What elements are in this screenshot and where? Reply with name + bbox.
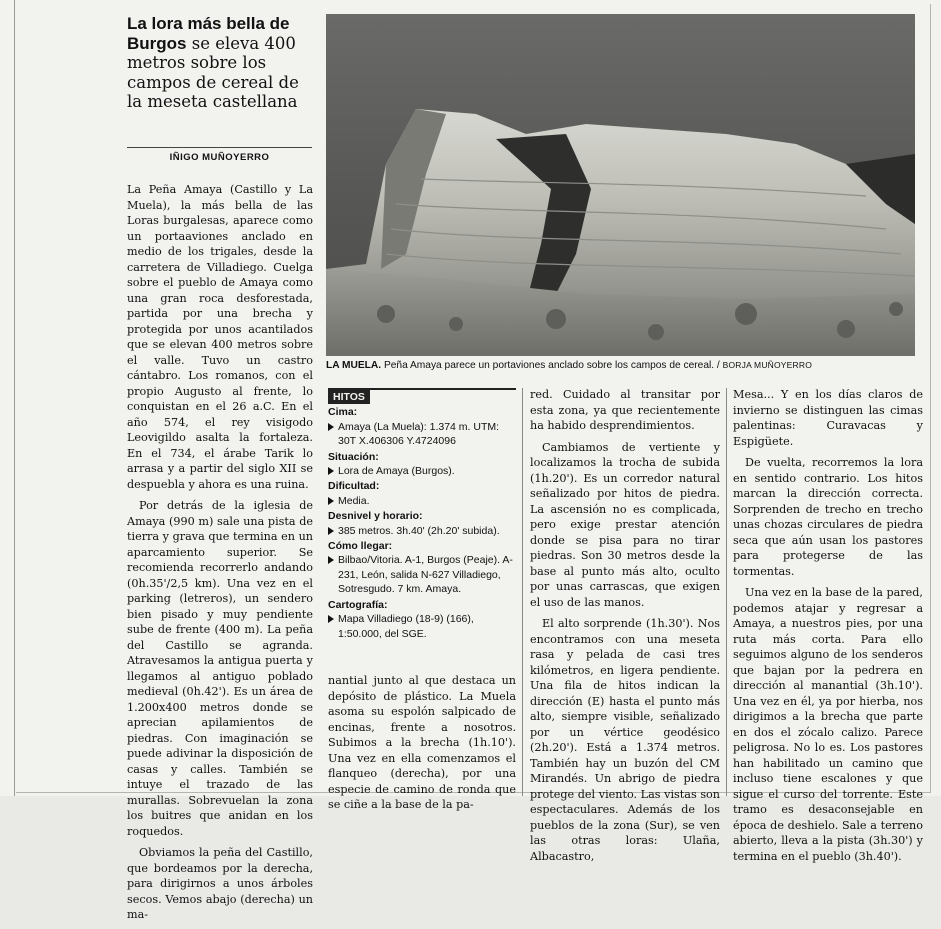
hitos-value [328,464,516,478]
hitos-value-text: 385 metros. 3h.40' (2h.20' subida). [338,524,500,537]
hitos-value-text: Bilbao/Vitoria. A-1, Burgos (Peaje). A-231, León, salida N-627 Villadiego, Sotresgudo. 7 km. Amaya. [338,554,513,596]
paragraph: El alto sorprende (1h.30'). Nos encontramos con una meseta rasa y pelada de casi tres kilómetros, en ligera pendiente. Una fila de hitos indican la dirección (E) hasta el punto más alto, siempre visible, señalizado por un vértice geodésico (2h.20'). Está a 1.374 metros. También hay un buzón del CM Mirandés. Un abrigo de piedra protege del viento. Las vistas son espectaculares. Además de los pueblos de la zona (Sur), se ven las otras loras: Ulaña, Albacastro, [530,617,720,863]
column-2-bottom [328,673,516,819]
hitos-box [328,388,516,641]
paragraph: nantial junto al que destaca un depósito de plástico. La Muela asoma su espolón salpicado de encinas, frente a nosotros. Subimos a la brecha (1h.10'). Una vez en ella comenzamos el flanqueo (derecha), por una especie de camino de ronda que se ciñe a la base de la pa- [328,674,516,811]
hitos-value [328,553,516,596]
hitos-value [328,420,516,449]
paragraph: Mesa... Y en los días claros de invierno se distinguen las cimas palentinas: Curavacas y Espigüete. [733,388,923,448]
headline-bold: La lora más bella de Burgos [127,14,290,53]
scan-edge-right [930,4,931,792]
paragraph: Obviamos la peña del Castillo, que bordeamos por la derecha, para dirigirnos a unos árboles secos. Vemos abajo (derecha) un ma- [127,846,313,921]
photo-caption [326,359,926,372]
hitos-value-text: Media. [338,494,370,507]
column-1 [127,182,313,929]
column-divider [726,388,727,796]
hitos-value-text: Amaya (La Muela): 1.374 m. UTM: 30T X.406306 Y.4724096 [338,420,500,448]
byline: IÑIGO MUÑOYERRO [127,147,312,163]
triangle-bullet-icon [328,467,334,475]
hitos-list [328,405,516,641]
rock-photo-illustration [326,14,915,356]
scan-edge-left [14,0,15,796]
hitos-label: Cartografía: [328,598,388,611]
triangle-bullet-icon [328,615,334,623]
paragraph: Una vez en la base de la pared, podemos atajar y regresar a Amaya, a nuestros pies, por una ruta más corta. Para ello seguimos alguno de los senderos que bajan por la pedrera en dirección al manantial (3h.10'). Una vez en él, ya por hierba, nos dirigimos a la brecha que parte en dos el zócalo calizo. Parece peligrosa. No lo es. Los pastores han habilitado un camino que incluso tiene escalones y que sigue el curso del torrente. Este tramo es desaconsejable en época de deshielo. Sale a terreno abierto, lleva a la pista (3h.30') y termina en el pueblo (3h.40'). [733,586,923,863]
hitos-label: Dificultad: [328,480,380,493]
paragraph: Cambiamos de vertiente y localizamos la trocha de subida (1h.20'). Es un corredor natural señalizado por hitos de piedra. La ascensión no es complicada, pero exige prestar atención donde se pisa para no tirar piedras. Son 30 metros desde la base al punto más alto, oculto por unas carrascas, que exigen el uso de las manos. [530,440,720,609]
hitos-label: Cima: [328,406,358,419]
headline-rest: se eleva 400 metros sobre los campos de cereal de la meseta castellana [127,33,299,111]
hitos-value [328,612,516,641]
hitos-value [328,524,516,538]
hitos-rule [328,388,516,390]
hitos-value-text: Lora de Amaya (Burgos). [338,465,455,478]
hitos-label: Situación: [328,450,379,463]
paragraph: De vuelta, recorremos la lora en sentido contrario. Los hitos marcan la dirección correcta. Sorprenden de trecho en trecho unas chozas circulares de piedra seca que aún usan los pastores para protegerse de las tormentas. [733,456,923,578]
mountain-photo [326,14,915,356]
hitos-label: Desnivel y horario: [328,510,423,523]
column-3 [530,387,720,870]
caption-title: LA MUELA. [326,360,382,371]
photo-credit: BORJA MUÑOYERRO [722,360,813,370]
triangle-bullet-icon [328,527,334,535]
column-divider [522,388,523,796]
paragraph: Por detrás de la iglesia de Amaya (990 m) sale una pista de tierra y grava que termina en un aparcamiento superior. Se recomienda recorrerlo andando (0h.35'/2,5 km). Una vez en el parking (letreros), un sendero bien pisado y muy pendiente sube de frente (400 m). La peña del Castillo se agranda. Atravesamos la antigua puerta y llegamos al antiguo poblado medieval (0h.42'). Es un área de 1.200x400 metros donde se aprecian apilamientos de piedras. Con imaginación se puede adivinar la disposición de casas y calles. También se intuye el trazado de las murallas. Sobrevuelan la zona los buitres que anidan en los roquedos. [127,499,313,838]
caption-text: Peña Amaya parece un portaviones anclado sobre los campos de cereal. / [383,360,720,371]
paragraph: La Peña Amaya (Castillo y La Muela), la más bella de las Loras burgalesas, aparece como un portaaviones anclado en medio de los trigales, desde la carretera de Villadiego. Cuelga sobre el pueblo de Amaya como una gran roca desforestada, partida por una brecha y protegida por unos acantilados que se elevan 400 metros sobre el valle. Tuvo un castro cántabro. Los romanos, con el propio Augusto al frente, lo conquistan en el 26 a.C. En el año 574, el rey visigodo Leovigildo asalta la fortaleza. En el 734, el árabe Tarik lo arrasa y a partir del siglo XII se despuebla y ahora es una ruina. [127,183,313,491]
hitos-value [328,494,516,508]
triangle-bullet-icon [328,423,334,431]
headline [127,14,317,112]
paragraph: red. Cuidado al transitar por esta zona, ya que recientemente ha habido desprendimientos. [530,388,720,432]
column-4 [733,387,923,870]
triangle-bullet-icon [328,556,334,564]
hitos-value-text: Mapa Villadiego (18-9) (166), 1:50.000, del SGE. [338,613,474,640]
hitos-label: Cómo llegar: [328,540,393,553]
triangle-bullet-icon [328,497,334,505]
hitos-tag: HITOS [328,388,370,404]
